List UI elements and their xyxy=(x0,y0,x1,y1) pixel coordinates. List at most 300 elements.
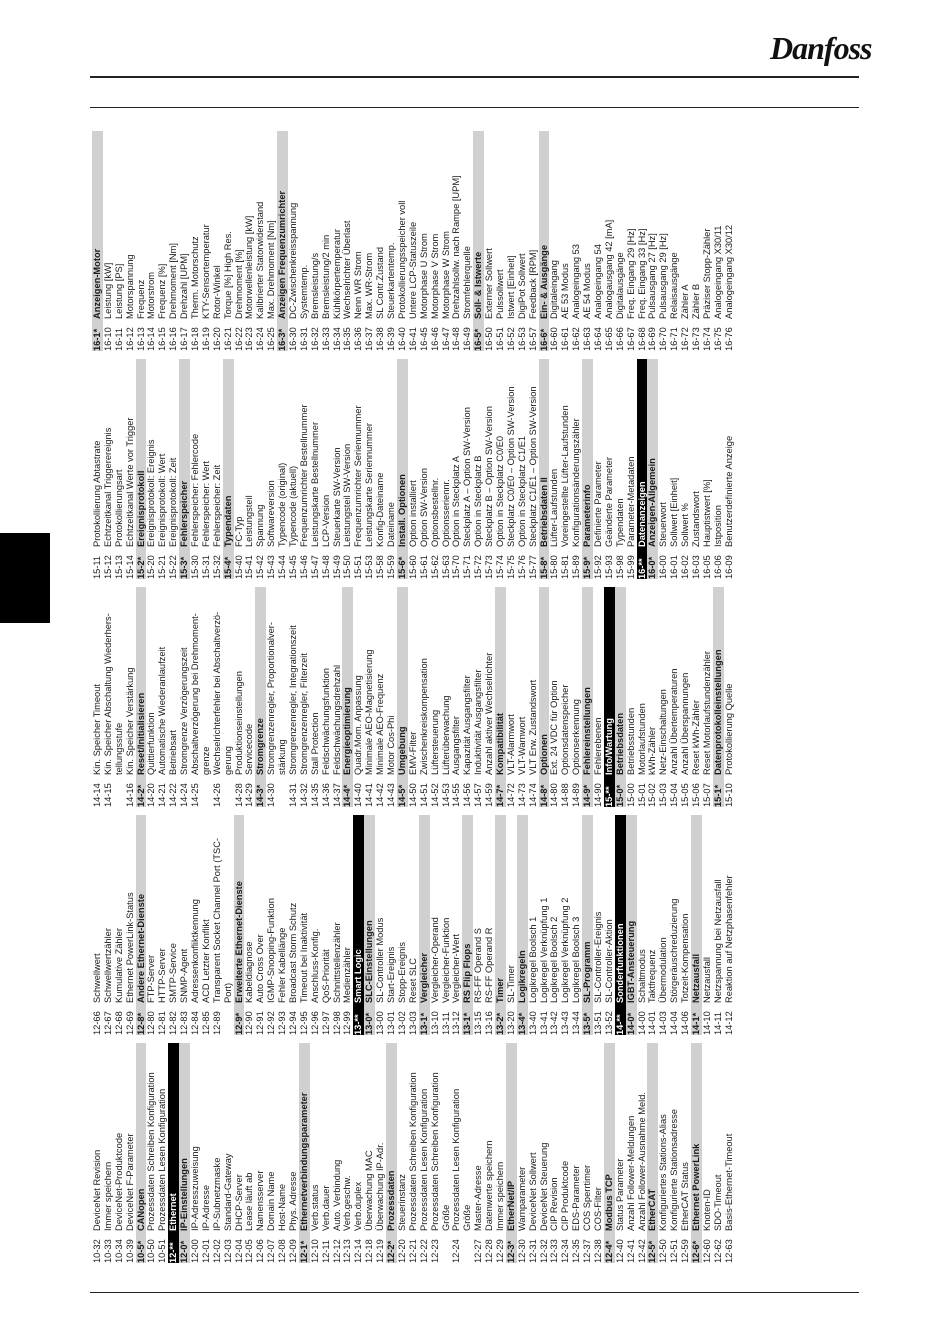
parameter-number: 16-49 xyxy=(462,327,473,351)
parameter-row xyxy=(321,131,332,351)
parameter-row xyxy=(419,359,430,579)
parameter-row xyxy=(234,1043,245,1263)
parameter-number: 16-20 xyxy=(211,327,222,351)
subgroup-heading-row xyxy=(604,1043,615,1263)
parameter-number: 16-68 xyxy=(636,327,647,351)
parameter-name: Motorlaufstunden xyxy=(636,703,647,775)
parameter-name: Kin. Speicher Timeout xyxy=(92,684,102,775)
parameter-number: 10-33 xyxy=(102,1239,113,1263)
parameter-row xyxy=(593,359,604,579)
parameter-row xyxy=(419,131,430,351)
parameter-name: Frequenz xyxy=(135,279,146,319)
parameter-name: Betriebsart xyxy=(168,730,179,775)
parameter-number: 12-11 xyxy=(320,1239,331,1263)
parameter-name: Lüftersteuerung xyxy=(429,709,440,775)
parameter-number: 14-57 xyxy=(473,783,484,807)
parameter-name: Quadr.Mom. Anpassung xyxy=(353,675,364,775)
parameter-row xyxy=(669,815,680,1035)
parameter-number: 16-24 xyxy=(255,327,266,351)
parameter-name: Umgebung xyxy=(396,726,407,775)
parameter-name: Größe xyxy=(440,1204,451,1231)
parameter-number: 15-03 xyxy=(658,783,669,807)
subgroup-heading-row xyxy=(473,131,484,351)
parameter-number: 13-00 xyxy=(375,1011,386,1035)
parameter-name: Drehmoment [%] xyxy=(233,249,244,319)
subgroup-heading-row xyxy=(234,815,245,1035)
subgroup-heading-row xyxy=(136,1043,147,1263)
parameter-number: 13-** xyxy=(353,1014,364,1035)
parameter-row xyxy=(114,815,125,1035)
parameter-name: KTY-Sensortemperatur xyxy=(200,224,211,319)
parameter-name: Optionen xyxy=(538,734,549,775)
parameter-number: 13-20 xyxy=(505,1011,516,1035)
parameter-number: 15-92 xyxy=(592,555,603,579)
parameter-number xyxy=(441,1231,452,1263)
parameter-row xyxy=(462,359,473,579)
parameter-number: 16-51 xyxy=(494,327,505,351)
parameter-number: 16-32 xyxy=(309,327,320,351)
parameter-number: 13-40 xyxy=(527,1011,538,1035)
parameter-row xyxy=(190,815,201,1035)
parameter-name: Ein- & Ausgänge xyxy=(538,244,549,319)
parameter-row xyxy=(342,1043,353,1263)
parameter-number: 15-06 xyxy=(690,783,701,807)
parameter-number: 12-80 xyxy=(146,1011,157,1035)
parameter-number: 16-23 xyxy=(244,327,255,351)
parameter-row xyxy=(212,587,223,807)
parameter-row xyxy=(299,587,310,807)
parameter-number: 12-81 xyxy=(157,1011,168,1035)
parameter-name: Abschaltverzögerung bei Drehmoment- xyxy=(190,613,201,775)
parameter-number: 12-90 xyxy=(244,1011,255,1035)
parameter-row xyxy=(451,131,462,351)
parameter-row xyxy=(157,815,168,1035)
parameter-number: 15-44 xyxy=(277,555,288,579)
parameter-number: 14-4* xyxy=(342,784,353,807)
parameter-number: 15-1* xyxy=(712,784,723,807)
parameter-name: Reaktion auf Netzphasenfehler xyxy=(723,875,734,1003)
parameter-name: Feldschwächungsfunktion xyxy=(320,668,331,775)
parameter-name: Motorphase V Strom xyxy=(429,233,440,319)
subgroup-heading-row xyxy=(517,815,528,1035)
parameter-number: 14-25 xyxy=(190,783,201,807)
parameter-name: Optionsseriennr. xyxy=(440,479,451,547)
parameter-name: Dateiname xyxy=(386,502,397,547)
parameter-number: 12-83 xyxy=(179,1011,190,1035)
subgroup-heading-row xyxy=(255,587,266,807)
parameter-name: SDO-Timeout xyxy=(712,1174,723,1231)
parameter-number: 12-06 xyxy=(255,1239,266,1263)
parameter-name: Start-Ereignis xyxy=(386,946,397,1003)
parameter-row xyxy=(451,815,462,1035)
parameter-number: 12-59 xyxy=(680,1239,691,1263)
parameter-row xyxy=(103,131,114,351)
parameter-name: Namensserver xyxy=(255,1170,266,1231)
parameter-number: 15-** xyxy=(603,786,614,807)
parameter-row xyxy=(353,1043,364,1263)
parameter-number: 12-35 xyxy=(571,1239,582,1263)
parameter-name: Betriebsdaten II xyxy=(538,477,549,547)
group-heading-row xyxy=(615,815,626,1035)
parameter-row xyxy=(190,1043,201,1263)
parameter-name: Analogausgang 42 [mA] xyxy=(603,219,614,319)
parameter-number: 12-98 xyxy=(331,1011,342,1035)
parameter-name: Hauptistwert [%] xyxy=(701,479,712,547)
parameter-number: 12-63 xyxy=(723,1239,734,1263)
parameter-row xyxy=(125,131,136,351)
subgroup-heading-row xyxy=(713,587,724,807)
parameter-number: 12-09 xyxy=(288,1239,299,1263)
parameter-row xyxy=(658,815,669,1035)
parameter-name: Vergleicher xyxy=(418,952,429,1003)
parameter-number: 12-97 xyxy=(320,1011,331,1035)
parameter-row xyxy=(658,131,669,351)
parameter-number: 13-11 xyxy=(440,1011,451,1035)
parameter-row xyxy=(212,815,223,1035)
parameter-number: 14-51 xyxy=(418,783,429,807)
parameter-row xyxy=(637,815,648,1035)
parameter-name: Max. Drehmoment [Nm] xyxy=(266,220,277,319)
parameter-name: stärkung xyxy=(277,739,288,775)
parameter-name: Prozessdaten Schreiben Konfiguration xyxy=(429,1072,440,1231)
parameter-row xyxy=(571,131,582,351)
parameter-row xyxy=(321,1043,332,1263)
parameter-name: Standard-Gateway xyxy=(222,1153,233,1231)
parameter-row xyxy=(168,359,179,579)
parameter-name: Steckplatz C1/E1 – Option SW-Version xyxy=(527,386,538,547)
parameter-name: FC-Typ xyxy=(233,516,244,547)
parameter-row xyxy=(223,131,234,351)
parameter-row xyxy=(375,131,386,351)
parameter-row xyxy=(549,1043,560,1263)
parameter-number: 15-70 xyxy=(451,555,462,579)
parameter-number: 16-** xyxy=(636,558,647,579)
parameter-row xyxy=(419,1043,430,1263)
parameter-name: Konfig-Dateiname xyxy=(375,472,386,547)
parameter-row xyxy=(332,131,343,351)
parameter-row xyxy=(647,131,658,351)
parameter-row xyxy=(375,587,386,807)
parameter-name: Leistung [PS] xyxy=(113,263,124,319)
parameter-number: 16-1* xyxy=(92,328,102,351)
parameter-number: 15-02 xyxy=(647,783,658,807)
parameter-name: Relaisausgänge xyxy=(669,252,680,319)
parameter-number: 12-18 xyxy=(364,1239,375,1263)
parameter-name: Störgeräuschreduzierung xyxy=(669,898,680,1003)
parameter-name: Rotor-Winkel xyxy=(211,265,222,319)
parameter-name: Fehlerspeicher: Wert xyxy=(200,460,211,547)
parameter-name: DeviceNet F-Parameter xyxy=(124,1133,135,1231)
parameter-name: Max. WR-Strom xyxy=(364,252,375,319)
parameter-name: Option in Steckplatz C1/E1 xyxy=(516,435,527,547)
parameter-name: Netz-Einschaltungen xyxy=(658,689,669,775)
parameter-number: 15-40 xyxy=(233,555,244,579)
parameter-name: Stromgrenze xyxy=(255,718,266,775)
parameter-name: Netzausfall xyxy=(701,957,712,1003)
parameter-number: 13-03 xyxy=(407,1011,418,1035)
parameter-row xyxy=(560,359,571,579)
parameter-name: Option in Steckplatz C0/E0 xyxy=(494,435,505,547)
parameter-number: 16-01 xyxy=(669,555,680,579)
parameter-number: 12-08 xyxy=(277,1239,288,1263)
parameter-table xyxy=(90,125,855,1265)
parameter-name: Medienzähler xyxy=(342,947,353,1003)
parameter-name: DeviceNet-Produktcode xyxy=(113,1132,124,1231)
parameter-row xyxy=(702,359,713,579)
parameter-row xyxy=(549,587,560,807)
parameter-row xyxy=(549,359,560,579)
parameter-name: Ethernetverbindungsparameter xyxy=(298,1092,309,1231)
parameter-name: Drehmoment [Nm] xyxy=(168,243,179,319)
parameter-row xyxy=(408,131,419,351)
parameter-name: Anzahl Follower-Meldungen xyxy=(625,1115,636,1231)
parameter-number xyxy=(223,775,234,807)
parameter-number: 12-** xyxy=(168,1242,179,1263)
parameter-row xyxy=(615,359,626,579)
parameter-row xyxy=(528,359,539,579)
parameter-number: 16-35 xyxy=(342,327,353,351)
parameter-name: RS-FF Operand R xyxy=(484,927,495,1003)
parameter-name: Stall Protection xyxy=(309,712,320,775)
parameter-number: 14-31 xyxy=(288,783,299,807)
parameter-name: Optionsdatenspeicher xyxy=(560,684,571,775)
parameter-row xyxy=(647,587,658,807)
parameter-name: Zähler A xyxy=(680,284,691,319)
parameter-number: 12-42 xyxy=(636,1239,647,1263)
parameter-number: 15-8* xyxy=(538,556,549,579)
parameter-number: 15-12 xyxy=(102,555,113,579)
parameter-row xyxy=(386,359,397,579)
parameter-name: Stromgrenze Verzögerungszeit xyxy=(179,647,190,775)
parameter-row xyxy=(560,587,571,807)
group-heading-row xyxy=(604,587,615,807)
parameter-row xyxy=(626,131,637,351)
parameter-name: Kühlkörpertemperatur xyxy=(331,229,342,319)
parameter-row xyxy=(386,587,397,807)
parameter-row xyxy=(244,815,255,1035)
parameter-name: EDS-Parameter xyxy=(571,1165,582,1231)
parameter-number: 14-21 xyxy=(157,783,168,807)
parameter-name: Smart Logic xyxy=(353,949,364,1003)
parameter-number: 13-15 xyxy=(473,1011,484,1035)
parameter-name: Datenprotokolleinstellungen xyxy=(712,649,723,775)
parameter-name: SL-Timer xyxy=(505,965,516,1003)
parameter-row xyxy=(473,815,484,1035)
parameter-name: Immer speichern xyxy=(102,1161,113,1231)
parameter-number: 16-37 xyxy=(364,327,375,351)
parameter-name: IP-Einstellungen xyxy=(179,1158,190,1231)
parameter-row xyxy=(201,1043,212,1263)
parameter-number: 16-17 xyxy=(179,327,190,351)
subgroup-heading-row xyxy=(626,815,637,1035)
parameter-row xyxy=(506,359,517,579)
parameter-number: 15-77 xyxy=(527,555,538,579)
parameter-name: Konfigurationsänderungszähler xyxy=(571,418,582,547)
parameter-name: CANopen xyxy=(135,1188,146,1231)
parameter-name: Zwischenkreiskompensation xyxy=(418,658,429,775)
parameter-number: 16-66 xyxy=(614,327,625,351)
parameter-number: 15-49 xyxy=(331,555,342,579)
parameter-name: Digitalausgänge xyxy=(614,252,625,319)
parameter-row xyxy=(408,1043,419,1263)
parameter-row xyxy=(528,1043,539,1263)
parameter-name: Auto. Verbindung xyxy=(331,1159,342,1231)
parameter-name: Freq. Eingang 33 [Hz] xyxy=(636,228,647,319)
parameter-name: Install. Optionen xyxy=(396,474,407,547)
parameter-row xyxy=(517,587,528,807)
parameter-row xyxy=(255,131,266,351)
parameter-number: 12-96 xyxy=(309,1011,320,1035)
parameter-row xyxy=(658,587,669,807)
parameter-number: 16-65 xyxy=(603,327,614,351)
parameter-name: VLT Erw. Zustandswort xyxy=(527,679,538,775)
parameter-row xyxy=(724,1043,735,1263)
parameter-number: 15-74 xyxy=(494,555,505,579)
parameter-name: Echtzeitkanal Triggerereignis xyxy=(102,427,113,547)
parameter-number: 13-42 xyxy=(549,1011,560,1035)
parameter-number: 15-4* xyxy=(222,556,233,579)
parameter-name: Steuerinstanz xyxy=(396,1174,407,1231)
parameter-number: 14-11 xyxy=(712,1011,723,1035)
parameter-name: Externer Sollwert xyxy=(484,248,495,319)
parameter-row xyxy=(571,1043,582,1263)
parameter-row xyxy=(713,359,724,579)
parameter-row xyxy=(549,815,560,1035)
parameter-number: 12-14 xyxy=(353,1239,364,1263)
parameter-number: 16-74 xyxy=(701,327,712,351)
parameter-number: 14-5* xyxy=(396,784,407,807)
parameter-name: DHCP-Server xyxy=(233,1174,244,1231)
parameter-row xyxy=(506,131,517,351)
parameter-name: Timeout bei Inaktivität xyxy=(298,912,309,1003)
parameter-number: 15-73 xyxy=(484,555,495,579)
parameter-name: Schnittstellenzähler xyxy=(331,922,342,1003)
parameter-row xyxy=(604,131,615,351)
parameter-name: AE 54 Modus xyxy=(582,263,593,319)
parameter-row xyxy=(353,587,364,807)
parameter-name: Quittierfunktion xyxy=(146,712,157,775)
parameter-number: 12-23 xyxy=(429,1239,440,1263)
parameter-row xyxy=(223,587,234,807)
parameter-row xyxy=(277,359,288,579)
parameter-row xyxy=(517,131,528,351)
parameter-row xyxy=(462,131,473,351)
parameter-number: 15-07 xyxy=(701,783,712,807)
parameter-number: 16-03 xyxy=(690,555,701,579)
parameter-number: 16-70 xyxy=(658,327,669,351)
parameter-number: 14-80 xyxy=(549,783,560,807)
parameter-name: Option in Steckplatz A xyxy=(451,456,462,547)
parameter-name: Spannung xyxy=(255,504,266,547)
parameter-name: Motorstrom xyxy=(146,271,157,319)
parameter-name: Info/Wartung xyxy=(603,718,614,775)
parameter-number: 12-85 xyxy=(200,1011,211,1035)
parameter-row xyxy=(201,815,212,1035)
parameter-name: Übermodulation xyxy=(658,937,669,1003)
parameter-name: Parameter-Metadaten xyxy=(625,456,636,547)
parameter-name: Systemtemp. xyxy=(298,264,309,319)
parameter-row xyxy=(244,131,255,351)
parameter-name: CIP Produktcode xyxy=(560,1160,571,1231)
parameter-row xyxy=(146,1043,157,1263)
parameter-number: 15-80 xyxy=(549,555,560,579)
parameter-number: 13-1* xyxy=(418,1012,429,1035)
subgroup-heading-row xyxy=(582,587,593,807)
parameter-row xyxy=(484,131,495,351)
parameter-row xyxy=(680,359,691,579)
parameter-row xyxy=(114,587,125,807)
parameter-number: 14-30 xyxy=(266,783,277,807)
parameter-row xyxy=(190,131,201,351)
parameter-row xyxy=(125,815,136,1035)
parameter-number: 12-22 xyxy=(418,1239,429,1263)
parameter-name: Leistung [kW] xyxy=(102,262,113,319)
parameter-number: 14-55 xyxy=(451,783,462,807)
parameter-number: 14-32 xyxy=(298,783,309,807)
parameter-name: Ereignisprotokoll: Wert xyxy=(157,453,168,547)
parameter-name: Verb.geschw. xyxy=(342,1175,353,1231)
parameter-number: 16-06 xyxy=(712,555,723,579)
parameter-name: Istwert [Einheit] xyxy=(505,255,516,319)
parameter-number: 12-82 xyxy=(168,1011,179,1035)
parameter-row xyxy=(92,1043,103,1263)
parameter-number: 16-48 xyxy=(451,327,462,351)
parameter-name: Schwellwertzähler xyxy=(102,928,113,1003)
parameter-name: Definierte Parameter xyxy=(592,461,603,547)
parameter-number: 15-21 xyxy=(157,555,168,579)
parameter-number: 15-93 xyxy=(603,555,614,579)
parameter-row xyxy=(103,815,114,1035)
parameter-name: Fehlerspeicher: Zeit xyxy=(211,464,222,547)
parameter-number: 12-1* xyxy=(298,1240,309,1263)
parameter-name: Istposition xyxy=(712,505,723,547)
parameter-number: 16-16 xyxy=(168,327,179,351)
parameter-number: 15-30 xyxy=(190,555,201,579)
parameter-row xyxy=(430,587,441,807)
parameter-name: SL-Controller Modus xyxy=(375,917,386,1003)
parameter-number: 14-73 xyxy=(516,783,527,807)
parameter-row xyxy=(244,359,255,579)
parameter-name: DeviceNet Steuerung xyxy=(538,1142,549,1231)
parameter-number: 12-29 xyxy=(494,1239,505,1263)
parameter-number: 15-43 xyxy=(266,555,277,579)
parameter-row xyxy=(430,359,441,579)
parameter-name: Auto Cross Over xyxy=(255,934,266,1003)
parameter-row xyxy=(179,815,190,1035)
parameter-name: Kapazität Ausgangsfilter xyxy=(462,675,473,775)
parameter-number: 12-20 xyxy=(396,1239,407,1263)
parameter-number: 15-58 xyxy=(375,555,386,579)
parameter-number: 16-50 xyxy=(484,327,495,351)
parameter-row xyxy=(92,587,103,807)
parameter-number: 15-00 xyxy=(625,783,636,807)
parameter-name: DeviceNet Revision xyxy=(92,1149,102,1231)
parameter-number: 12-84 xyxy=(190,1011,201,1035)
parameter-number: 12-62 xyxy=(712,1239,723,1263)
parameter-row xyxy=(168,131,179,351)
parameter-number: 10-32 xyxy=(92,1239,102,1263)
parameter-name: Prozessdaten xyxy=(386,1170,397,1231)
parameter-row xyxy=(266,587,277,807)
parameter-name: Lüfter-Laufstunden xyxy=(549,468,560,547)
parameter-row xyxy=(430,1043,441,1263)
parameter-row xyxy=(702,131,713,351)
parameter-name: Immer speichern xyxy=(494,1161,505,1231)
parameter-name: Wechselrichter Überlast xyxy=(342,220,353,319)
parameter-number: 14-28 xyxy=(233,783,244,807)
parameter-number: 16-15 xyxy=(157,327,168,351)
parameter-number: 16-19 xyxy=(200,327,211,351)
